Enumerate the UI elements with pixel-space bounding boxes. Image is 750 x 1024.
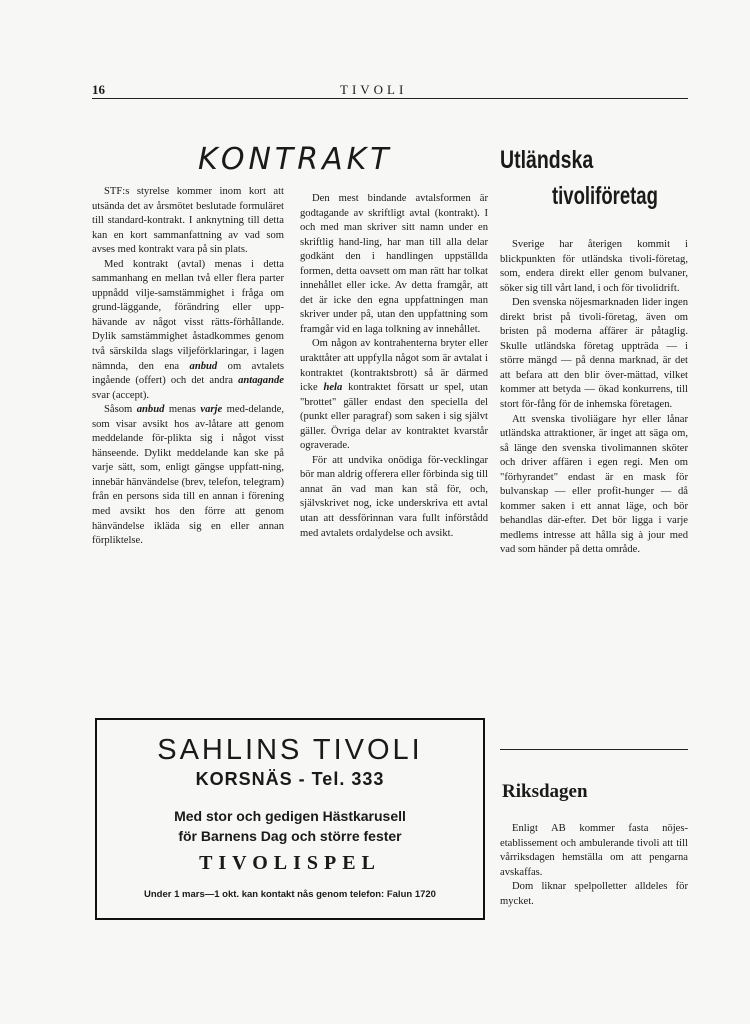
advert-line-2: för Barnens Dag och större fester [178, 828, 402, 844]
emphasis: hela [323, 382, 343, 394]
section-divider [500, 749, 688, 750]
page-number: 16 [92, 82, 105, 97]
sahlins-tivoli-advert [95, 718, 485, 920]
kontrakt-paragraph: STF:s styrelse kommer inom kort att utsända det av årsmötet beslutade formuläret till standard-kontrakt. I anknytning till detta kan en kort sammanfattning av vad som avses med kontrakt vara på sin plats. [92, 186, 284, 256]
advert-line-1: Med stor och gedigen Hästkarusell [174, 808, 406, 824]
kontrakt-paragraph [92, 258, 284, 403]
text-run: svar (accept). [92, 389, 150, 401]
advert-location: KORSNÄS - Tel. 333 [195, 769, 385, 789]
advert-name: SAHLINS TIVOLI [157, 734, 423, 766]
kontrakt-column-2 [300, 192, 488, 541]
text-run: kontraktet försatt ur spel, utan "brottet" gäller endast den speciella del (punkt eller paragraf) som saken i sig självt gäller. Övriga delar av kontraktet kvarstår ograverade. [300, 382, 488, 452]
emphasis: antagande [238, 375, 284, 387]
kontrakt-paragraph: Den mest bindande avtalsformen är godtagande av skriftligt avtal (kontrakt). I och med man skriver sitt namn under en skriftlig hand-ling, har man till alla delar godkänt den i handlingen uppställda formen, detta oavsett om man rätt har tolkat innehållet eller icke. Av detta framgår, att det är icke den egna uppfattningen man skriver under på, utan den uppfattning som framgår vid en laga tolkning av innehållet. [300, 193, 488, 335]
text-run: Med kontrakt (avtal) menas i detta sammanhang en mellan två eller flera parter uppnådd vilje-samstämmighet i fråga om grund-läggande, förändring eller upp-hävande av något visst rätts-förhållande. Dylik samstämmighet åstadkommes genom två särskilda slags viljeförklaringar, i lagen nämnda, den ena [92, 258, 284, 372]
advert-tivolispel: TIVOLISPEL [199, 852, 381, 874]
text-run: Såsom [104, 404, 133, 416]
text-run: med-delande, som visar avsikt hos av-låtare att genom meddelande för-plikta sig i något visst hänseende. Dylikt meddelande kan ske på varje sätt, som, enligt gängse uppfatt-ning, innebär hänvändelse (brev, telefon, telegram) från en persons sida till en annan i förening med avsikt hos den förre att genom hänvändelse ikläda sig en eller annan förpliktelse. [92, 404, 284, 547]
header-rule [92, 98, 688, 99]
emphasis: anbud [136, 404, 165, 416]
riksdagen-title: Riksdagen [502, 781, 588, 802]
kontrakt-paragraph: För att undvika onödiga för-vecklingar bör man aldrig offerera eller förbinda sig till annat än vad man kan stå för, och, självskrivet nog, icke underskriva ett avtal utan att dessförinnan vara fullt införstådd med avtalets ordalydelse och avsikt. [300, 454, 488, 539]
utlandska-title-line-1: Utländska [500, 146, 594, 174]
riksdagen-paragraph: Enligt AB kommer fasta nöjes-etablissement och ambulerande tivoli att till vårriksdagen hemställa om att pengarna avskaffas. [500, 823, 688, 878]
advert-footer: Under 1 mars—1 okt. kan kontakt nås genom telefon: Falun 1720 [144, 889, 436, 900]
kontrakt-column-1 [92, 185, 284, 549]
utlandska-title-line-2: tivoliföretag [552, 182, 658, 210]
text-run: menas [168, 404, 196, 416]
utlandska-column [500, 238, 688, 558]
emphasis: varje [200, 404, 223, 416]
emphasis: anbud [189, 360, 218, 372]
utlandska-paragraph: Den svenska nöjesmarknaden lider ingen direkt brist på tivoli-företag, även om bristen på moderna affärer är påtaglig. Skulle utländska företag uppträda — i större mängd — på denna marknad, är det att befara att den blir över-mättad, vilket kommer att betyda — ökad konkurrens, till stort för-fång för de inhemska företagen. [500, 297, 688, 411]
text-run: om avtalets ingående (offert) och det andra [92, 360, 285, 387]
magazine-title: TIVOLI [340, 82, 408, 97]
utlandska-paragraph: Sverige har återigen kommit i blickpunkten för utländska tivoli-företag, som, endera direkt eller genom bulvaner, söker sig till vårt land, i och för tivolidrift. [500, 239, 688, 294]
riksdagen-column [500, 822, 688, 909]
kontrakt-title: KONTRAKT [198, 142, 393, 177]
kontrakt-paragraph [300, 337, 488, 453]
text-run: Om någon av kontrahenterna bryter eller urakttåter att uppfylla något som är avtalat i kontraktet (kontraktsbrott) så är därmed icke [300, 338, 488, 394]
riksdagen-paragraph: Dom liknar spelpolletter alldeles för mycket. [500, 881, 688, 907]
kontrakt-paragraph [92, 403, 284, 548]
utlandska-paragraph: Att svenska tivoliägare hyr eller lånar utländska attraktioner, är inget att säga om, så länge den svenska tivolimannen sköter och driver affären i egen regi. Men om "förhyrandet" endast är en mask för bulvanskap — eller profit-hunger — då kommer saken i ett annat läge, och bör behandlas där-efter. Det bör ligga i varje medlems intresse att hålla sig à jour med vad som händer på detta område. [500, 413, 688, 556]
